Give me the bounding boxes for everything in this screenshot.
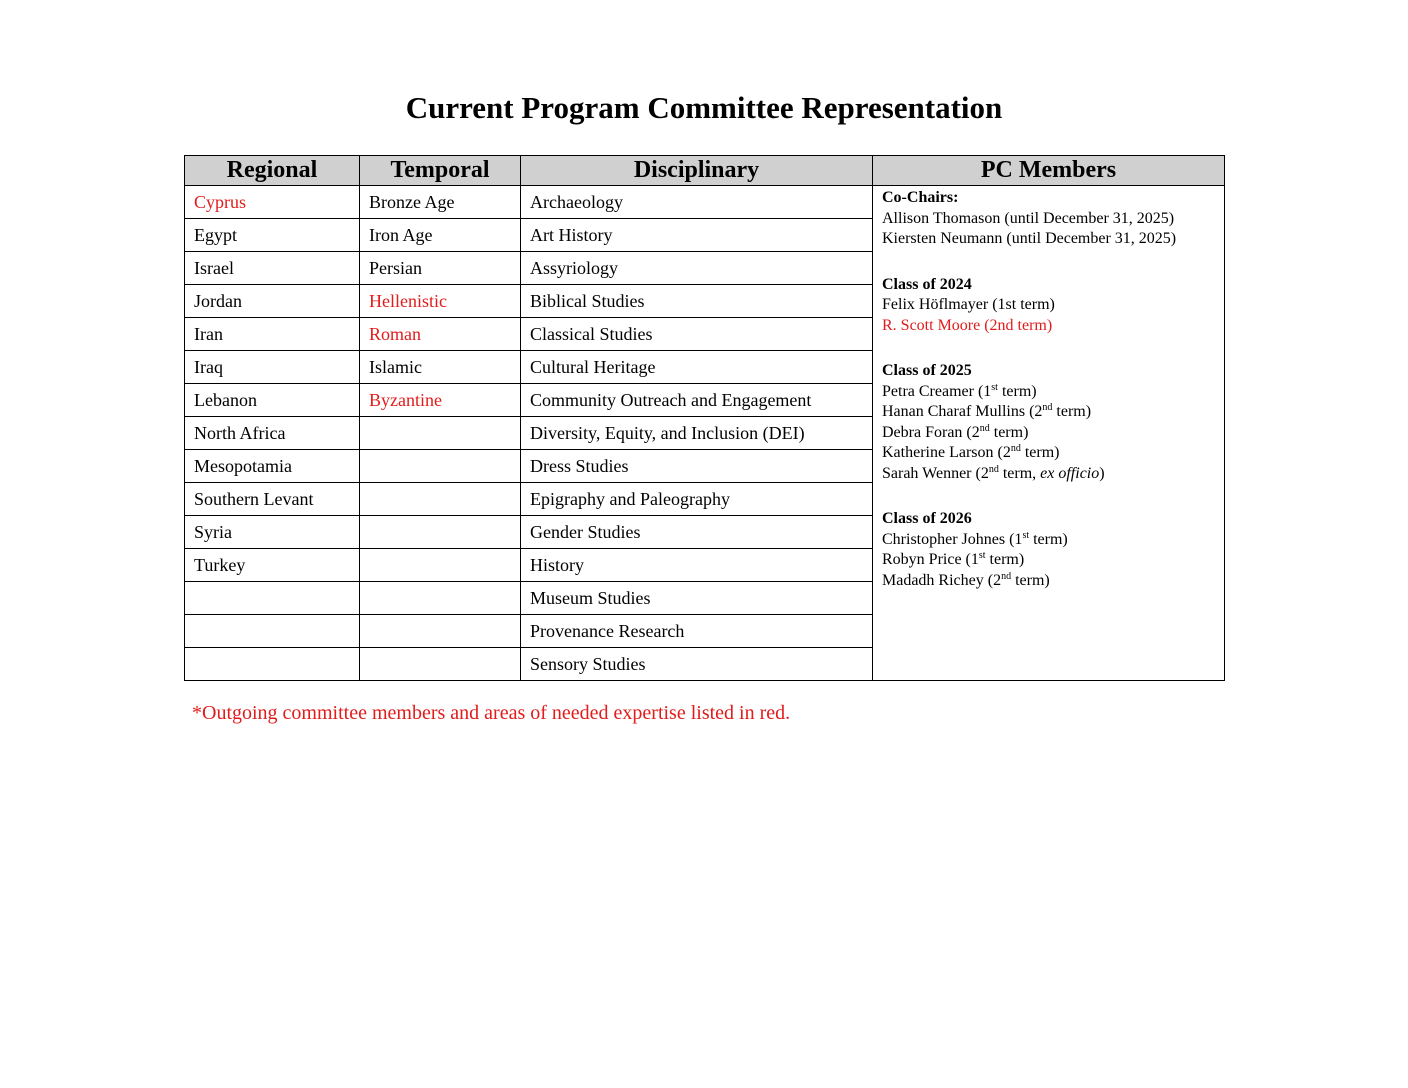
regional-cell [185, 582, 360, 615]
regional-cell: Egypt [185, 219, 360, 252]
footnote: *Outgoing committee members and areas of needed expertise listed in red. [192, 702, 791, 724]
temporal-cell [360, 450, 521, 483]
table-row [185, 186, 1225, 219]
disciplinary-cell: History [521, 549, 873, 582]
regional-cell: Lebanon [185, 384, 360, 417]
member-allison-thomason: Allison Thomason (until December 31, 2025) [882, 209, 1175, 227]
temporal-cell: Roman [360, 318, 521, 351]
regional-cell: Mesopotamia [185, 450, 360, 483]
cochairs-title: Co-Chairs: [882, 189, 959, 206]
temporal-cell: Byzantine [360, 384, 521, 417]
header-disciplinary: Disciplinary [521, 156, 873, 186]
temporal-cell: Islamic [360, 351, 521, 384]
temporal-cell [360, 582, 521, 615]
regional-cell: North Africa [185, 417, 360, 450]
regional-cell: Iran [185, 318, 360, 351]
disciplinary-cell: Epigraphy and Paleography [521, 483, 873, 516]
disciplinary-cell: Archaeology [521, 186, 873, 219]
disciplinary-cell: Cultural Heritage [521, 351, 873, 384]
disciplinary-cell: Biblical Studies [521, 285, 873, 318]
disciplinary-cell: Sensory Studies [521, 648, 873, 681]
regional-cell: Jordan [185, 285, 360, 318]
header-temporal: Temporal [360, 156, 521, 186]
temporal-cell [360, 549, 521, 582]
class-2024-title: Class of 2024 [882, 275, 972, 293]
temporal-cell [360, 516, 521, 549]
disciplinary-cell: Assyriology [521, 252, 873, 285]
class-2025-title: Class of 2025 [882, 362, 972, 379]
disciplinary-cell: Gender Studies [521, 516, 873, 549]
header-pc-members: PC Members [873, 156, 1225, 186]
member-r-scott-moore: R. Scott Moore (2nd term) [882, 316, 1053, 334]
temporal-cell [360, 615, 521, 648]
disciplinary-cell: Dress Studies [521, 450, 873, 483]
member-katherine-larson: Katherine Larson (2nd term) [882, 443, 1060, 461]
table-header-row [185, 156, 1225, 186]
disciplinary-cell: Classical Studies [521, 318, 873, 351]
regional-cell: Turkey [185, 549, 360, 582]
regional-cell [185, 615, 360, 648]
regional-cell: Syria [185, 516, 360, 549]
temporal-cell [360, 483, 521, 516]
temporal-cell: Iron Age [360, 219, 521, 252]
temporal-cell: Bronze Age [360, 186, 521, 219]
disciplinary-cell: Community Outreach and Engagement [521, 384, 873, 417]
class-2026-title: Class of 2026 [882, 510, 972, 527]
regional-cell: Israel [185, 252, 360, 285]
member-christopher-johnes: Christopher Johnes (1st term) [882, 529, 1068, 548]
disciplinary-cell: Museum Studies [521, 582, 873, 615]
member-kiersten-neumann: Kiersten Neumann (until December 31, 2025) [882, 230, 1177, 247]
temporal-cell: Persian [360, 252, 521, 285]
regional-cell [185, 648, 360, 681]
committee-table [184, 155, 1225, 681]
temporal-cell: Hellenistic [360, 285, 521, 318]
member-petra-creamer: Petra Creamer (1st term) [882, 381, 1037, 400]
member-sarah-wenner: Sarah Wenner (2nd term, ex officio) [882, 463, 1105, 482]
member-hanan-charaf-mullins: Hanan Charaf Mullins (2nd term) [882, 402, 1092, 420]
regional-cell: Cyprus [185, 186, 360, 219]
disciplinary-cell: Diversity, Equity, and Inclusion (DEI) [521, 417, 873, 450]
temporal-cell [360, 648, 521, 681]
pc-members-cell [873, 186, 1225, 681]
disciplinary-cell: Art History [521, 219, 873, 252]
header-regional: Regional [185, 156, 360, 186]
member-felix-hoflmayer: Felix Höflmayer (1st term) [882, 296, 1055, 313]
member-madadh-richey: Madadh Richey (2nd term) [882, 570, 1050, 589]
page-title: Current Program Committee Representation [405, 90, 1003, 125]
disciplinary-cell: Provenance Research [521, 615, 873, 648]
temporal-cell [360, 417, 521, 450]
regional-cell: Southern Levant [185, 483, 360, 516]
member-debra-foran: Debra Foran (2nd term) [882, 422, 1029, 441]
member-robyn-price: Robyn Price (1st term) [882, 550, 1025, 568]
regional-cell: Iraq [185, 351, 360, 384]
